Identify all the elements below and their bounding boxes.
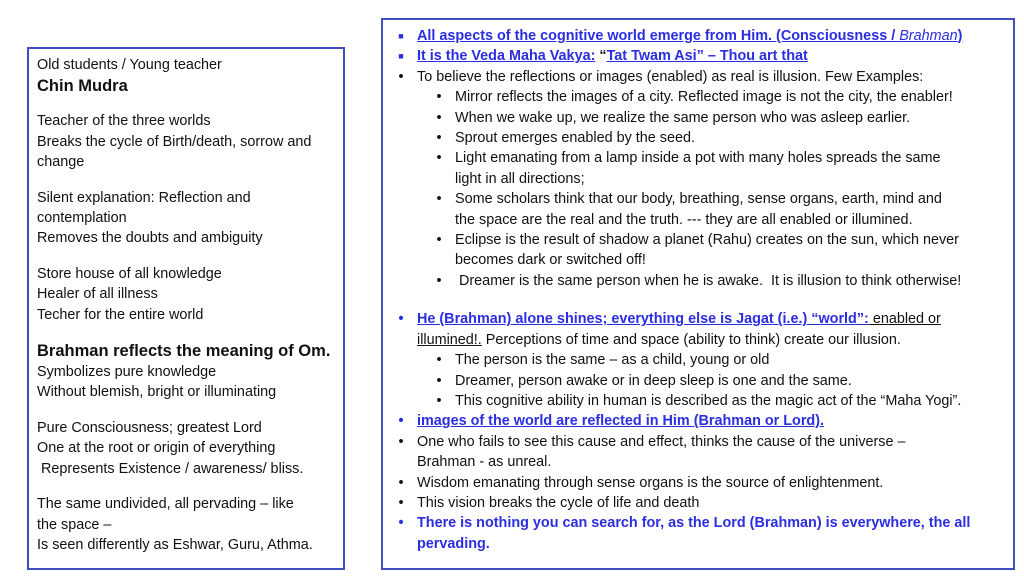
text: Some scholars think that our body, breathing, sense organs, earth, mind and — [455, 191, 942, 208]
bullet-icon: • — [398, 311, 404, 328]
text-line: The same undivided, all pervading – like — [37, 496, 294, 513]
bullet-cognitive-world — [391, 26, 1005, 46]
bullet-icon: • — [398, 494, 404, 511]
text: The person is the same – as a child, young or old — [455, 352, 770, 369]
text: Light emanating from a lamp inside a pot with many holes spreads the same — [455, 150, 941, 167]
text: Tat Twam Asi” – Thou art that — [606, 48, 808, 65]
text-line: Teacher of the three worlds — [37, 113, 211, 130]
person-item — [391, 391, 1005, 411]
text: This cognitive ability in human is described as the magic act of the “Maha Yogi”. — [455, 392, 962, 409]
text-line: change — [37, 154, 85, 171]
bullet-icon: • — [398, 515, 404, 532]
text: To believe the reflections or images (enabled) as real is illusion. Few Examples: — [417, 68, 924, 85]
text: When we wake up, we realize the same person who was asleep earlier. — [455, 109, 911, 126]
text: Perceptions of time and space (ability to think) create our illusion. — [481, 331, 901, 348]
text: This vision breaks the cycle of life and death — [417, 494, 700, 511]
silent-block — [37, 188, 335, 249]
text: Dreamer is the same person when he is awake. It is illusion to think otherwise! — [455, 272, 962, 289]
text-line: Breaks the cycle of Birth/death, sorrow and — [37, 133, 312, 150]
example-item — [391, 128, 1005, 148]
text-line: Removes the doubts and ambiguity — [37, 230, 263, 247]
undivided-block — [37, 494, 335, 555]
bullet-icon: • — [436, 352, 442, 369]
bullet-illusion — [391, 67, 1005, 87]
text: There is nothing you can search for, as the Lord (Brahman) is everywhere, the all — [417, 515, 971, 532]
text: “ — [595, 48, 607, 65]
text: Sprout emerges enabled by the seed. — [455, 130, 696, 147]
text: becomes dark or switched off! — [455, 252, 646, 269]
text-line: Store house of all knowledge — [37, 265, 222, 282]
example-item — [391, 87, 1005, 107]
text-line: Pure Consciousness; greatest Lord — [37, 419, 262, 436]
person-item — [391, 350, 1005, 370]
text-line: Is seen differently as Eshwar, Guru, Athma. — [37, 536, 313, 553]
bullet-icon: • — [436, 232, 442, 249]
left-intro — [37, 55, 335, 97]
header-line: Old students / Young teacher — [37, 57, 222, 73]
consciousness-block — [37, 418, 335, 479]
store-block — [37, 264, 335, 325]
square-bullet-icon: ■ — [398, 51, 404, 62]
text: All aspects of the cognitive world emerge from Him. (Consciousness / — [417, 28, 900, 44]
text-line: Represents Existence / awareness/ bliss. — [37, 460, 304, 477]
bullet-icon: • — [398, 413, 404, 430]
text: It is the Veda Maha Vakya: — [417, 48, 596, 65]
text: illumined!. — [417, 331, 482, 348]
text-line: Techer for the entire world — [37, 306, 204, 323]
text: the space are the real and the truth. --- they are all enabled or illumined. — [455, 211, 913, 228]
example-item — [391, 108, 1005, 128]
text: light in all directions; — [455, 170, 585, 187]
bullet-icon: • — [398, 68, 404, 85]
text: Mirror reflects the images of a city. Reflected image is not the city, the enabler! — [455, 89, 953, 106]
bullet-icon: • — [436, 272, 442, 289]
right-panel — [381, 18, 1015, 570]
bullet-images-reflected — [391, 411, 1005, 431]
text: ) — [957, 28, 963, 44]
bullet-icon: • — [436, 372, 442, 389]
bullet-icon: • — [398, 433, 404, 450]
text: One who fails to see this cause and effect, thinks the cause of the universe – — [417, 433, 906, 450]
example-item — [391, 271, 1005, 291]
text: enabled or — [868, 311, 941, 328]
text: Dreamer, person awake or in deep sleep is one and the same. — [455, 372, 852, 389]
bullet-icon: • — [436, 191, 442, 208]
om-block — [37, 340, 335, 403]
text: pervading. — [417, 535, 490, 552]
bullet-icon: • — [398, 474, 404, 491]
text-line: One at the root or origin of everything — [37, 440, 276, 457]
bullet-wisdom — [391, 473, 1005, 493]
text: images of the world are reflected in Him (Brahman or Lord). — [417, 413, 825, 430]
bullet-all-pervading — [391, 513, 1005, 554]
bullet-icon: • — [436, 89, 442, 106]
chin-mudra-title: Chin Mudra — [37, 77, 128, 96]
om-title: Brahman reflects the meaning of Om. — [37, 342, 331, 361]
square-bullet-icon: ■ — [398, 31, 404, 41]
bullet-cause-effect — [391, 432, 1005, 473]
bullet-vision — [391, 493, 1005, 513]
text-line: Symbolizes pure knowledge — [37, 364, 217, 381]
bullet-maha-vakya — [391, 46, 1005, 66]
text: Brahman - as unreal. — [417, 454, 552, 471]
text: Wisdom emanating through sense organs is the source of enlightenment. — [417, 474, 884, 491]
bullet-icon: • — [436, 109, 442, 126]
teacher-block — [37, 111, 335, 172]
example-item — [391, 189, 1005, 230]
left-panel — [27, 47, 345, 570]
example-item — [391, 230, 1005, 271]
example-item — [391, 148, 1005, 189]
text-line: Silent explanation: Reflection and — [37, 189, 251, 206]
text: He (Brahman) alone shines; everything else is Jagat (i.e.) “world”: — [417, 311, 869, 328]
bullet-icon: • — [436, 150, 442, 167]
person-item — [391, 371, 1005, 391]
bullet-brahman-shines — [391, 309, 1005, 350]
text: Brahman — [899, 28, 958, 44]
bullet-icon: • — [436, 392, 442, 409]
text-line: the space – — [37, 516, 112, 533]
bullet-icon: • — [436, 130, 442, 147]
text-line: Healer of all illness — [37, 286, 158, 303]
text: Eclipse is the result of shadow a planet (Rahu) creates on the sun, which never — [455, 232, 959, 249]
text-line: contemplation — [37, 210, 127, 227]
text-line: Without blemish, bright or illuminating — [37, 384, 277, 401]
